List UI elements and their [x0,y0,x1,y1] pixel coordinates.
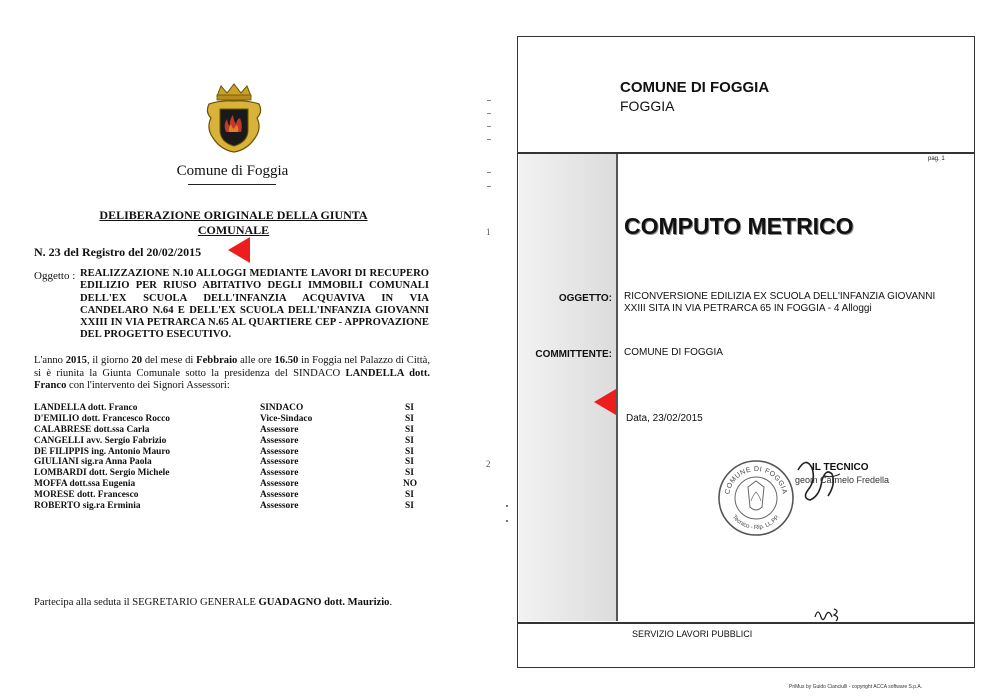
member-role: Assessore [260,468,299,479]
margin-tick [487,126,491,127]
member-role: Assessore [260,501,299,512]
session-intro [34,355,430,393]
member-row [34,468,424,479]
member-role: Assessore [260,424,299,435]
margin-number: 2 [486,459,491,469]
member-row [34,457,424,468]
member-role: Assessore [260,435,299,446]
margin-tick [487,139,491,140]
member-row [34,425,424,436]
member-presence: SI [405,413,414,424]
stamp-top-text: COMUNE DI FOGGIA [724,465,788,495]
software-credit: PriMus by Guido Cianciulli - copyright ACCA software S.p.A. [789,684,923,690]
municipality-title: Comune di Foggia [176,163,289,179]
intro-text: con l'intervento dei Signori Assessori: [66,380,230,392]
member-row [34,414,424,425]
oggetto-label: Oggetto : [34,270,76,282]
red-arrow-marker-icon [228,237,250,263]
member-name: DE FILIPPIS ing. Antonio Mauro [34,446,171,457]
member-row [34,403,424,414]
title-divider [188,184,276,185]
document-title: COMPUTO METRICO [624,213,854,239]
member-name: MOFFA dott.ssa Eugenia [34,479,136,490]
label-column-shade [519,154,616,621]
red-arrow-marker-icon [594,389,616,415]
header-divider [517,152,975,154]
margin-tick [487,113,491,114]
member-name: CALABRESE dott.ssa Carla [34,424,150,435]
closing-text: Partecipa alla seduta il SEGRETARIO GENERALE [34,597,259,608]
member-name: CANGELLI avv. Sergio Fabrizio [34,435,167,446]
member-name: GIULIANI sig.ra Anna Paola [34,457,152,468]
margin-dot [506,520,508,522]
closing-line [34,597,392,608]
oggetto-text: REALIZZAZIONE N.10 ALLOGGI MEDIANTE LAVORI DI RECUPERO EDILIZIO PER RIUSO ABITATIVO DEGLI IMMOBILI COMUNALI DELL'EX SCUOLA DELL'INFANZIA ACQUAVIVA IN VIA CANDELARO N.64 E DELL'EX SCUOLA DELL'INFANZIA GIOVANNI XXIII IN VIA PETRARCA N.65 AL QUARTIERE CEP - APPROVAZIONE DEL PROGETTO ESECUTIVO. [80,268,429,341]
svg-text:Tecnico - Rip. LL.PP. [731,514,782,531]
member-presence: SI [405,468,414,479]
page-number: pag. 1 [928,156,945,162]
header-municipality: COMUNE DI FOGGIA [620,79,770,96]
oggetto-value-right: RICONVERSIONE EDILIZIA EX SCUOLA DELL'INFANZIA GIOVANNI XXIII SITA IN VIA PETRARCA 65 IN FOGGIA - 4 Alloggi [624,291,936,314]
member-role: Assessore [260,490,299,501]
margin-tick [487,100,491,101]
member-presence: NO [403,479,418,490]
intro-text: , il giorno [86,355,132,366]
intro-day: 20 [131,355,143,366]
member-presence: SI [405,424,414,435]
header-city: FOGGIA [620,98,675,114]
intro-mayor: LANDELLA dott. Franco [34,367,430,392]
margin-tick [487,186,491,187]
member-role: Assessore [260,479,299,490]
committente-label: COMMITTENTE: [535,349,612,360]
intro-text: in Foggia nel Palazzo di Città, si è riunita la Giunta Comunale sotto la presidenza del SINDACO [34,355,431,379]
intro-year: 2015 [65,355,87,366]
footer-department: SERVIZIO LAVORI PUBBLICI [632,629,753,639]
intro-hour: 16.50 [274,355,299,366]
member-name: D'EMILIO dott. Francesco Rocco [34,413,170,424]
member-presence: SI [405,501,414,512]
technician-name: geom Carmelo Fredella [795,475,890,485]
margin-dot [506,505,508,507]
member-presence: SI [405,490,414,501]
stamp-bottom-text: Tecnico - Rip. LL.PP. [730,514,782,532]
member-role: Assessore [260,457,299,468]
intro-text: del mese di [142,355,197,366]
member-presence: SI [405,435,414,446]
register-line: N. 23 del Registro del 20/02/2015 [34,245,202,259]
document-date: Data, 23/02/2015 [626,413,703,424]
member-row [34,447,424,458]
coat-of-arms-icon [203,82,265,154]
deliberation-heading: DELIBERAZIONE ORIGINALE DELLA GIUNTA COMUNALE [99,208,368,237]
member-row [34,490,424,501]
member-role: Vice-Sindaco [260,413,313,424]
initials-signature-icon [812,603,844,630]
secretary-name: GUADAGNO dott. Maurizio [258,597,390,608]
member-name: MORESE dott. Francesco [34,490,139,501]
intro-text: L'anno [34,355,66,366]
technician-label: IL TECNICO [812,462,869,473]
member-name: LANDELLA dott. Franco [34,403,138,413]
member-presence: SI [405,446,414,457]
member-role: SINDACO [260,403,304,413]
intro-text: alle ore [237,355,275,366]
member-presence: SI [405,457,414,468]
member-presence: SI [405,403,414,413]
members-list [34,403,424,512]
oggetto-label-right: OGGETTO: [558,293,612,304]
member-row [34,501,424,512]
intro-month: Febbraio [196,355,238,366]
column-divider [616,154,618,621]
member-name: ROBERTO sig.ra Erminia [34,501,141,512]
footer-divider [517,622,975,624]
member-role: Assessore [260,446,299,457]
margin-number: 1 [486,227,491,237]
committente-value: COMUNE DI FOGGIA [624,347,723,358]
margin-tick [487,172,491,173]
member-row [34,479,424,490]
member-name: LOMBARDI dott. Sergio Michele [34,468,170,479]
closing-text: . [389,597,393,608]
member-row [34,436,424,447]
